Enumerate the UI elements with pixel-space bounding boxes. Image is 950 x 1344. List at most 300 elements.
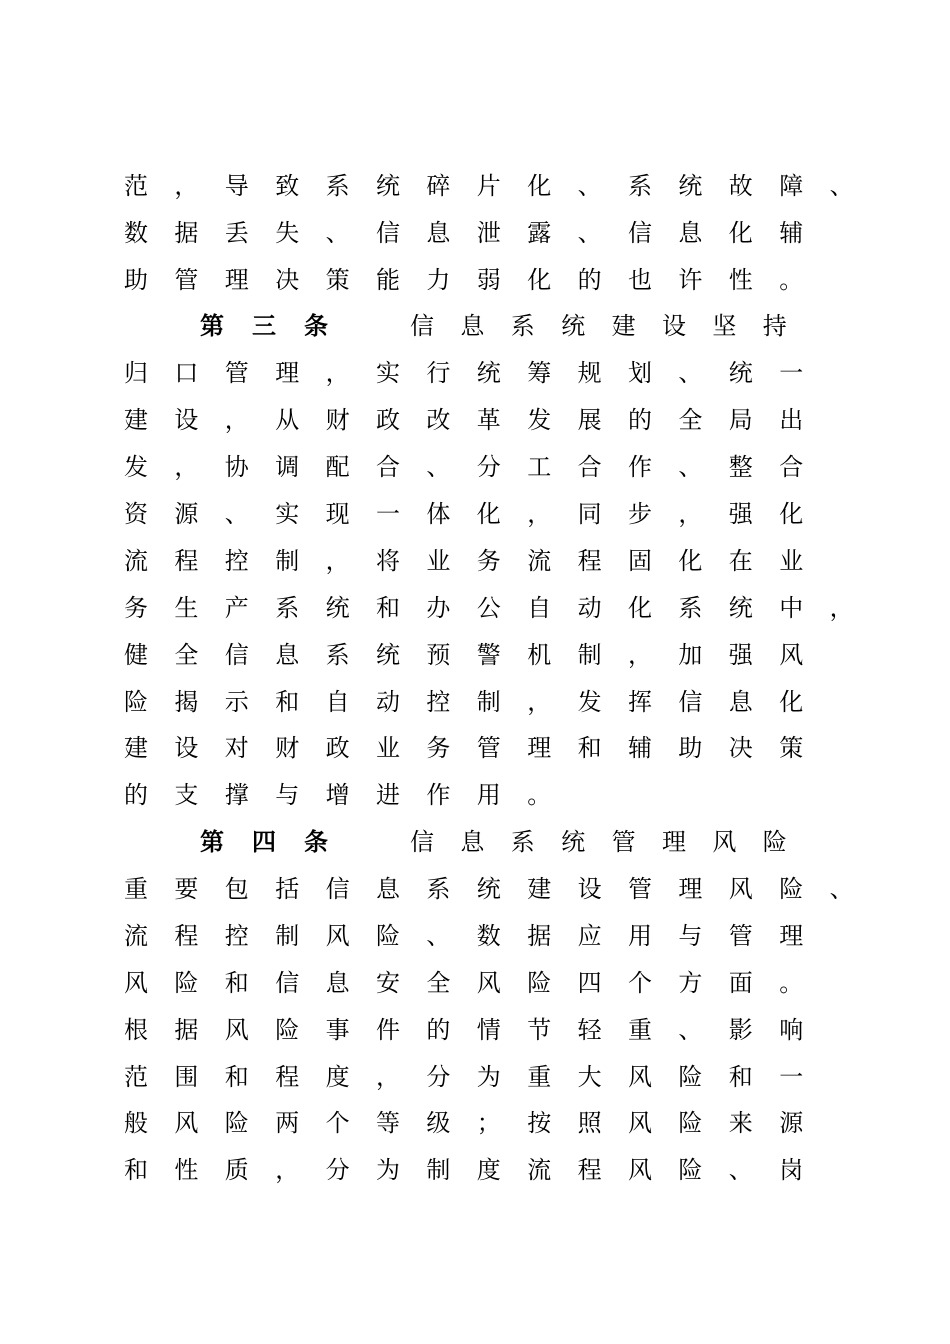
char: 、 (678, 453, 703, 481)
text-line (0, 400, 950, 440)
char: 管 (611, 828, 636, 856)
char: 个 (325, 1109, 350, 1137)
char: 控 (426, 688, 451, 716)
char: 决 (275, 266, 300, 294)
char: 化 (527, 266, 552, 294)
char: 险 (779, 875, 804, 903)
char: 泄 (476, 219, 501, 247)
char: 分 (325, 1156, 350, 1184)
char: 般 (124, 1109, 148, 1137)
char: 致 (275, 172, 300, 200)
char: 丢 (224, 219, 249, 247)
char: 风 (728, 875, 753, 903)
char: 源 (174, 500, 199, 528)
char: 一 (779, 359, 804, 387)
char: 。 (779, 266, 804, 294)
char: 、 (224, 500, 249, 528)
char: 息 (275, 641, 300, 669)
char: ， (275, 1156, 300, 1184)
char: 范 (124, 172, 148, 200)
char: 程 (174, 547, 199, 575)
char: 流 (527, 547, 552, 575)
char: 动 (577, 594, 602, 622)
char: 的 (426, 1016, 451, 1044)
text-line (0, 775, 950, 815)
char: 程 (275, 1063, 300, 1091)
char: 息 (678, 219, 703, 247)
char: 数 (124, 219, 148, 247)
char: 整 (728, 453, 753, 481)
char: 程 (577, 1156, 602, 1184)
char: 持 (762, 312, 787, 340)
char: 理 (527, 734, 552, 762)
char: 和 (376, 594, 400, 622)
char: 规 (577, 359, 602, 387)
text-line (0, 728, 950, 768)
char: 财 (325, 406, 350, 434)
char: 制 (426, 1156, 451, 1184)
char: 与 (678, 922, 703, 950)
char: 风 (476, 969, 501, 997)
char: 的 (628, 406, 652, 434)
char: 用 (628, 922, 652, 950)
char: 设 (662, 312, 686, 340)
char: 信 (376, 219, 400, 247)
char: 统 (376, 641, 400, 669)
char: 风 (712, 828, 737, 856)
char: 化 (628, 594, 652, 622)
char: 健 (124, 641, 148, 669)
text-line (0, 1010, 950, 1050)
char: 理 (678, 875, 703, 903)
char: 数 (476, 922, 501, 950)
char: 度 (325, 1063, 350, 1091)
char: 按 (527, 1109, 552, 1137)
char: 为 (476, 1063, 501, 1091)
char: 大 (577, 1063, 602, 1091)
char: 情 (476, 1016, 501, 1044)
char: 和 (728, 1063, 753, 1091)
char: 险 (275, 1016, 300, 1044)
text-line (0, 635, 950, 675)
char: 进 (376, 781, 400, 809)
char: 信 (410, 828, 434, 856)
char: 息 (426, 219, 451, 247)
char: 坚 (712, 312, 737, 340)
text-line (0, 1057, 950, 1097)
char: 预 (426, 641, 451, 669)
article-heading-line (0, 822, 950, 862)
char: 风 (628, 1156, 652, 1184)
char: 业 (426, 547, 451, 575)
char: 导 (224, 172, 249, 200)
char: 设 (174, 406, 199, 434)
char: 重 (527, 1063, 552, 1091)
char: 障 (779, 172, 804, 200)
text-line (0, 541, 950, 581)
char: 故 (728, 172, 753, 200)
char: 财 (275, 734, 300, 762)
text-line (0, 682, 950, 722)
char: 系 (678, 594, 703, 622)
article-heading-char: 四 (252, 827, 276, 856)
char: 事 (325, 1016, 350, 1044)
char: 信 (410, 312, 434, 340)
char: 响 (779, 1016, 804, 1044)
char: 强 (728, 641, 753, 669)
char: 险 (124, 688, 148, 716)
char: 合 (577, 453, 602, 481)
char: 发 (577, 688, 602, 716)
char: 自 (325, 688, 350, 716)
text-line (0, 588, 950, 628)
char: 管 (728, 922, 753, 950)
char: 统 (728, 594, 753, 622)
char: 办 (426, 594, 451, 622)
char: 理 (275, 359, 300, 387)
char: 风 (628, 1063, 652, 1091)
char: 险 (762, 828, 787, 856)
char: ， (628, 641, 652, 669)
char: 展 (577, 406, 602, 434)
char: 动 (376, 688, 400, 716)
char: 险 (678, 1063, 703, 1091)
char: 管 (476, 734, 501, 762)
char: 露 (527, 219, 552, 247)
char: 统 (728, 359, 753, 387)
char: 统 (561, 828, 586, 856)
text-line (0, 166, 950, 206)
char: 轻 (577, 1016, 602, 1044)
char: 控 (224, 922, 249, 950)
text-line (0, 447, 950, 487)
char: 务 (124, 594, 148, 622)
char: 助 (678, 734, 703, 762)
char: 化 (779, 688, 804, 716)
char: 增 (325, 781, 350, 809)
char: 安 (376, 969, 400, 997)
char: 工 (527, 453, 552, 481)
char: 级 (426, 1109, 451, 1137)
text-line (0, 963, 950, 1003)
char: ， (325, 547, 350, 575)
char: 系 (325, 641, 350, 669)
char: 协 (224, 453, 249, 481)
char: 管 (224, 359, 249, 387)
char: 质 (224, 1156, 249, 1184)
char: 全 (174, 641, 199, 669)
char: 同 (577, 500, 602, 528)
char: 加 (678, 641, 703, 669)
char: 分 (476, 453, 501, 481)
char: 、 (577, 219, 602, 247)
char: 理 (779, 922, 804, 950)
char: 个 (628, 969, 652, 997)
char: 策 (325, 266, 350, 294)
char: 合 (779, 453, 804, 481)
char: 化 (678, 547, 703, 575)
char: 发 (124, 453, 148, 481)
char: 、 (829, 172, 854, 200)
char: 和 (275, 688, 300, 716)
char: 局 (728, 406, 753, 434)
char: 片 (476, 172, 501, 200)
char: 系 (275, 594, 300, 622)
char: 应 (577, 922, 602, 950)
char: 用 (476, 781, 501, 809)
char: 中 (779, 594, 804, 622)
char: 揭 (174, 688, 199, 716)
char: 理 (662, 828, 686, 856)
article-heading-char: 条 (304, 827, 328, 856)
char: 实 (275, 500, 300, 528)
char: 流 (124, 922, 148, 950)
char: 重 (124, 875, 148, 903)
char: 程 (577, 547, 602, 575)
char: 化 (476, 500, 501, 528)
char: 和 (224, 969, 249, 997)
char: 。 (779, 969, 804, 997)
char: 革 (476, 406, 501, 434)
char: 强 (728, 500, 753, 528)
char: 和 (124, 1156, 148, 1184)
char: 示 (224, 688, 249, 716)
char: 系 (628, 172, 652, 200)
text-line (0, 1150, 950, 1190)
char: 作 (628, 453, 652, 481)
char: 信 (628, 219, 652, 247)
char: 辅 (628, 734, 652, 762)
char: 建 (124, 406, 148, 434)
char: ， (174, 172, 199, 200)
char: 业 (779, 547, 804, 575)
char: 体 (426, 500, 451, 528)
char: 化 (527, 172, 552, 200)
text-line (0, 213, 950, 253)
char: ， (829, 594, 854, 622)
char: 的 (577, 266, 602, 294)
char: 行 (426, 359, 451, 387)
char: 括 (275, 875, 300, 903)
char: 归 (124, 359, 148, 387)
char: 险 (174, 969, 199, 997)
char: 风 (224, 1016, 249, 1044)
char: 务 (426, 734, 451, 762)
char: 、 (325, 219, 350, 247)
article-heading-char: 第 (200, 311, 224, 340)
char: 统 (561, 312, 586, 340)
char: 、 (678, 359, 703, 387)
char: 建 (527, 875, 552, 903)
char: 信 (224, 641, 249, 669)
char: 性 (174, 1156, 199, 1184)
char: 资 (124, 500, 148, 528)
char: 、 (426, 453, 451, 481)
char: 系 (325, 172, 350, 200)
text-line (0, 494, 950, 534)
char: 理 (224, 266, 249, 294)
char: 制 (275, 922, 300, 950)
char: 能 (376, 266, 400, 294)
article-heading-char: 条 (304, 311, 328, 340)
char: 将 (376, 547, 400, 575)
char: 实 (376, 359, 400, 387)
char: 据 (174, 219, 199, 247)
char: 影 (728, 1016, 753, 1044)
char: 制 (577, 641, 602, 669)
char: 信 (678, 688, 703, 716)
char: 建 (124, 734, 148, 762)
char: 管 (174, 266, 199, 294)
char: 全 (426, 969, 451, 997)
char: 要 (174, 875, 199, 903)
char: 发 (527, 406, 552, 434)
text-line (0, 916, 950, 956)
char: 度 (476, 1156, 501, 1184)
char: 对 (224, 734, 249, 762)
char: 统 (325, 594, 350, 622)
char: 划 (628, 359, 652, 387)
char: 件 (376, 1016, 400, 1044)
char: 碎 (426, 172, 451, 200)
char: 风 (628, 1109, 652, 1137)
char: 节 (527, 1016, 552, 1044)
char: 分 (426, 1063, 451, 1091)
char: 产 (224, 594, 249, 622)
char: ， (325, 359, 350, 387)
char: 公 (476, 594, 501, 622)
text-line (0, 353, 950, 393)
char: ； (476, 1109, 501, 1137)
char: 来 (728, 1109, 753, 1137)
char: 现 (325, 500, 350, 528)
char: 范 (124, 1063, 148, 1091)
char: 管 (628, 875, 652, 903)
char: 源 (779, 1109, 804, 1137)
char: 挥 (628, 688, 652, 716)
char: 支 (174, 781, 199, 809)
char: 筹 (527, 359, 552, 387)
char: 、 (728, 1156, 753, 1184)
char: 失 (275, 219, 300, 247)
char: 固 (628, 547, 652, 575)
char: 撑 (224, 781, 249, 809)
char: 化 (779, 500, 804, 528)
char: 围 (174, 1063, 199, 1091)
char: 策 (779, 734, 804, 762)
char: 全 (678, 406, 703, 434)
char: 制 (275, 547, 300, 575)
char: 口 (174, 359, 199, 387)
char: 政 (325, 734, 350, 762)
char: 设 (174, 734, 199, 762)
char: 的 (124, 781, 148, 809)
char: 险 (224, 1109, 249, 1137)
char: 息 (460, 828, 485, 856)
char: 据 (174, 1016, 199, 1044)
char: 两 (275, 1109, 300, 1137)
article-heading-char: 三 (252, 311, 276, 340)
char: 风 (325, 922, 350, 950)
char: 与 (275, 781, 300, 809)
char: 一 (779, 1063, 804, 1091)
char: 政 (376, 406, 400, 434)
char: 等 (376, 1109, 400, 1137)
char: 统 (678, 172, 703, 200)
char: 流 (527, 1156, 552, 1184)
char: 出 (779, 406, 804, 434)
char: ， (527, 688, 552, 716)
char: 统 (476, 875, 501, 903)
char: ， (678, 500, 703, 528)
char: 许 (678, 266, 703, 294)
char: 务 (476, 547, 501, 575)
char: 辅 (779, 219, 804, 247)
char: 险 (678, 1109, 703, 1137)
char: 重 (628, 1016, 652, 1044)
char: 息 (325, 969, 350, 997)
char: 性 (728, 266, 753, 294)
char: 在 (728, 547, 753, 575)
char: 统 (376, 172, 400, 200)
char: 息 (460, 312, 485, 340)
char: 根 (124, 1016, 148, 1044)
char: 力 (426, 266, 451, 294)
char: 岗 (779, 1156, 804, 1184)
char: 息 (728, 688, 753, 716)
char: 程 (174, 922, 199, 950)
article-heading-char: 第 (200, 827, 224, 856)
char: 建 (611, 312, 636, 340)
char: 方 (678, 969, 703, 997)
char: ， (527, 500, 552, 528)
char: 、 (577, 172, 602, 200)
char: 为 (376, 1156, 400, 1184)
article-heading-line (0, 306, 950, 346)
char: 作 (426, 781, 451, 809)
text-line (0, 869, 950, 909)
char: 和 (224, 1063, 249, 1091)
char: 自 (527, 594, 552, 622)
char: 控 (224, 547, 249, 575)
char: 四 (577, 969, 602, 997)
char: 系 (510, 312, 535, 340)
char: 、 (829, 875, 854, 903)
char: 统 (476, 359, 501, 387)
char: 据 (527, 922, 552, 950)
char: 生 (174, 594, 199, 622)
char: ， (174, 453, 199, 481)
char: ， (224, 406, 249, 434)
char: 助 (124, 266, 148, 294)
char: 机 (527, 641, 552, 669)
char: 险 (527, 969, 552, 997)
char: 面 (728, 969, 753, 997)
char: 。 (527, 781, 552, 809)
char: 设 (577, 875, 602, 903)
char: ， (376, 1063, 400, 1091)
char: 一 (376, 500, 400, 528)
char: 、 (426, 922, 451, 950)
char: 险 (678, 1156, 703, 1184)
char: 步 (628, 500, 652, 528)
char: 和 (577, 734, 602, 762)
char: 合 (376, 453, 400, 481)
char: 、 (678, 1016, 703, 1044)
char: 包 (224, 875, 249, 903)
char: 弱 (476, 266, 501, 294)
char: 配 (325, 453, 350, 481)
